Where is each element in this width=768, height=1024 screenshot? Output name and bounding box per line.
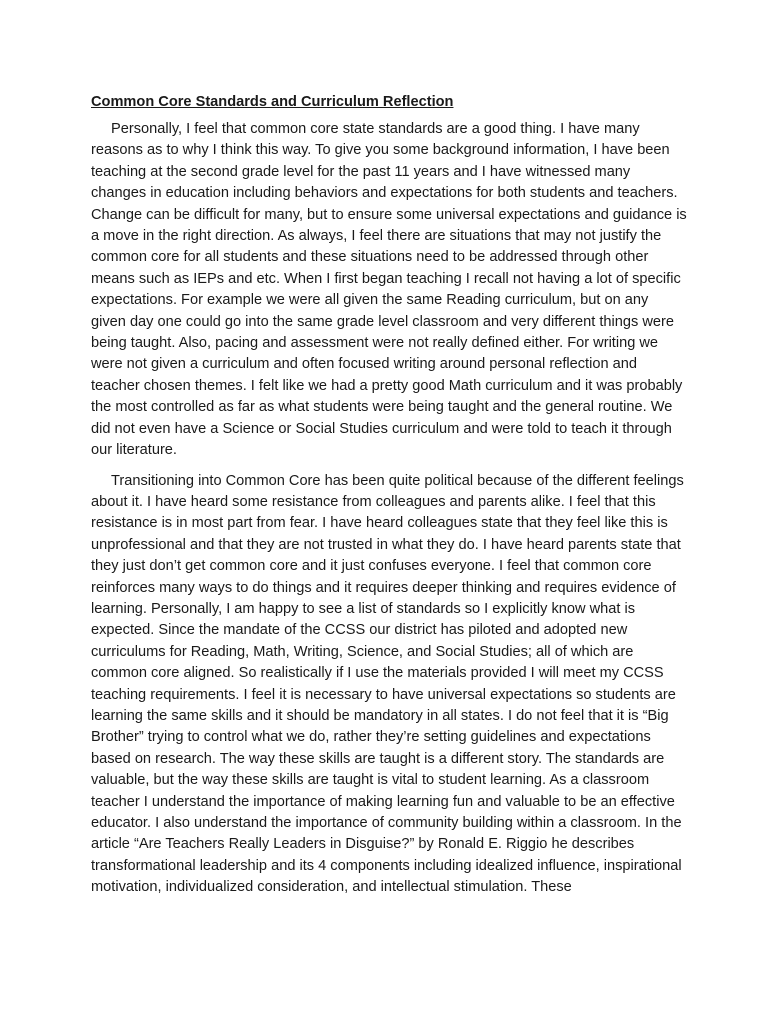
paragraph-2: Transitioning into Common Core has been quite political because of the different feelings about it. I have heard some resistance from colleagues and parents alike. I feel that this resistance is in most part from fear. I have heard colleagues state that they feel like this is unprofessional and that they are not trusted in what they do. I have heard parents state that they just don’t get common core and it just confuses everyone. I feel that common core reinforces many ways to do things and it requires deeper thinking and requires evidence of learning. Personally, I am happy to see a list of standards so I explicitly know what is expected. Since the mandate of the CCSS our district has piloted and adopted new curriculums for Reading, Math, Writing, Science, and Social Studies; all of which are common core aligned. So realistically if I use the materials provided I will meet my CCSS teaching requirements. I feel it is necessary to have universal expectations so students are learning the same skills and it should be mandatory in all states. I do not feel that it is “Big Brother” trying to control what we do, rather they’re setting guidelines and expectations based on research. The way these skills are taught is a different story. The standards are valuable, but the way these skills are taught is vital to student learning. As a classroom teacher I understand the importance of making learning fun and valuable to be an effective educator. I also understand the importance of community building within a classroom. In the article “Are Teachers Really Leaders in Disguise?” by Ronald E. Riggio he describes transformational leadership and its 4 components including idealized influence, inspirational motivation, individualized consideration, and intellectual stimulation. These	[91, 472, 684, 896]
paragraph-1: Personally, I feel that common core state standards are a good thing. I have many reasons as to why I think this way. To give you some background information, I have been teaching at the second grade level for the past 11 years and I have witnessed many changes in education including behaviors and expectations for both students and teachers. Change can be difficult for many, but to ensure some universal expectations and guidance is a move in the right direction. As always, I feel there are situations that may not justify the common core for all students and these situations need to be addressed through other means such as IEPs and etc. When I first began teaching I recall not having a lot of specific expectations. For example we were all given the same Reading curriculum, but on any given day one could go into the same grade level classroom and very different things were being taught. Also, pacing and assessment were not really defined either. For writing we were not given a curriculum and often focused writing around personal reflection and teacher chosen themes. I felt like we had a pretty good Math curriculum and it was probably the most controlled as far as what students were being taught and the general routine. We did not even have a Science or Social Studies curriculum and were told to teach it through our literature.	[91, 121, 687, 459]
document-title: Common Core Standards and Curriculum Reflection	[91, 94, 454, 110]
document-body	[91, 92, 687, 908]
